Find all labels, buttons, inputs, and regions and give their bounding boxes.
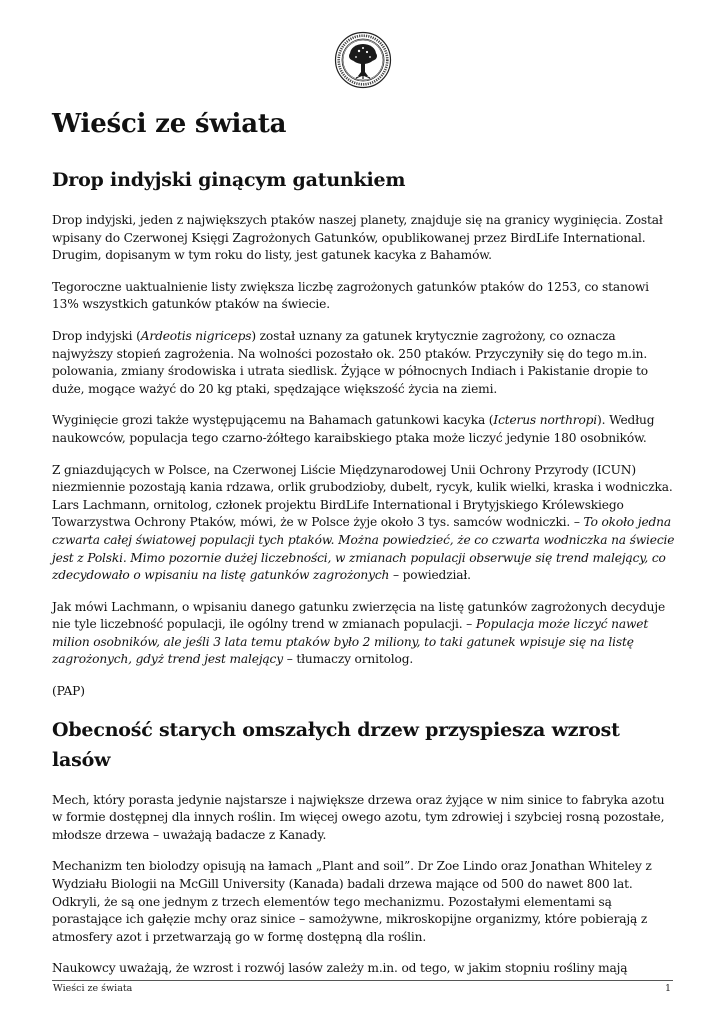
text-run: ). Według naukowców, populacja tego czarno-żółtego karaibskiego ptaka może liczyć jedynie 180 osobników. [52, 413, 655, 445]
quote: Populacja może liczyć nawet milion osobników, ale jeśli 3 lata temu ptaków było 2 miliony, to taki gatunek wpisuje się na listę zagrożonych, gdyż trend jest malejący [52, 617, 649, 667]
text-run: – tłumaczy ornitolog. [282, 652, 414, 667]
text-run: ) został uznany za gatunek krytycznie zagrożony, co oznacza najwyższy stopień zagrożenia. Na wolności pozostało ok. 250 ptaków. Przyczyniły się do tego m.in. polowania, zmiany środowiska i utrata siedlisk. Żyjące w północnych Indiach i Pakistanie dropie to duże, mogące ważyć do 20 kg ptaki, spędzające większość życia na ziemi. [52, 328, 648, 396]
article-title: Drop indyjski ginącym gatunkiem [52, 169, 406, 191]
paragraph: Naukowcy uważają, że wzrost i rozwój lasów zależy m.in. od tego, w jakim stopniu rośliny mają [52, 961, 628, 976]
species-name: Ardeotis nigriceps [140, 328, 252, 343]
paragraph [52, 462, 676, 585]
text-run: – powiedział. [389, 568, 471, 583]
paragraph [52, 328, 676, 398]
paragraph: Mech, który porasta jedynie najstarsze i największe drzewa oraz żyjące w nim sinice to fabryka azotu w formie dostępnej dla innych roślin. Im więcej owego azotu, tym zdrowiej i szybciej rosną pozostałe, młodsze drzewa – uważają badacze z Kanady. [52, 792, 665, 842]
article-title: Obecność starych omszałych drzew przyspiesza wzrost lasów [52, 718, 620, 771]
footer-divider [52, 980, 673, 981]
source-note: (PAP) [52, 684, 85, 699]
paragraph [52, 412, 676, 447]
text-run: Z gniazdujących w Polsce, na Czerwonej Liście Międzynarodowej Unii Ochrony Przyrody (ICUN) niezmiennie pozostają kania rdzawa, orlik grubodzioby, dubelt, rycyk, kulik wielki, kraska i wodniczka. Lars Lachmann, ornitolog, członek projektu BirdLife International i Brytyjskiego Królewskiego Towarzystwa Ochrony Ptaków, mówi, że w Polsce żyje około 3 tys. samców wodniczki. – [52, 462, 673, 530]
paragraph [52, 599, 676, 669]
species-name: Icterus northropi [493, 413, 598, 428]
page-title: Wieści ze świata [52, 109, 287, 139]
page-number: 1 [664, 983, 671, 994]
paragraph: Mechanizm ten biolodzy opisują na łamach „Plant and soil”. Dr Zoe Lindo oraz Jonathan Whiteley z Wydziału Biologii na McGill University (Kanada) badali drzewa mające od 500 do nawet 800 lat. Odkryli, że są one jednym z trzech elementów tego mechanizmu. Pozostałymi elementami są porastające ich gałęzie mchy oraz sinice – samożywne, mikroskopijne organizmy, które pobierają z atmosfery azot i przetwarzają go w formę dostępną dla roślin. [52, 859, 652, 944]
footer-title: Wieści ze świata [53, 983, 133, 994]
paragraph: Tegoroczne uaktualnienie listy zwiększa liczbę zagrożonych gatunków ptaków do 1253, co stanowi 13% wszystkich gatunków ptaków na świecie. [52, 279, 649, 312]
text-run: Jak mówi Lachmann, o wpisaniu danego gatunku zwierzęcia na listę gatunków zagrożonych decyduje nie tyle liczebność populacji, ile ogólny trend w zmianach populacji. – [52, 599, 666, 632]
quote: To około jedna czwarta całej światowej populacji tych ptaków. Można powiedzieć, że co czwarta wodniczka na świecie jest z Polski. Mimo pozornie dużej liczebności, w zmianach populacji obserwuje się trend malejący, co zdecydowało o wpisaniu na listę gatunków zagrożonych [52, 515, 675, 583]
text-run: Wyginięcie grozi także występującemu na Bahamach gatunkowi kacyka ( [52, 413, 494, 428]
tree-seal-logo-icon [334, 31, 392, 89]
main-content [52, 104, 676, 992]
paragraph: Drop indyjski, jeden z największych ptaków naszej planety, znajduje się na granicy wyginięcia. Został wpisany do Czerwonej Księgi Zagrożonych Gatunków, opublikowanej przez BirdLife International. Drugim, dopisanym w tym roku do listy, jest gatunek kacyka z Bahamów. [52, 213, 663, 263]
text-run: Drop indyjski ( [52, 328, 141, 343]
